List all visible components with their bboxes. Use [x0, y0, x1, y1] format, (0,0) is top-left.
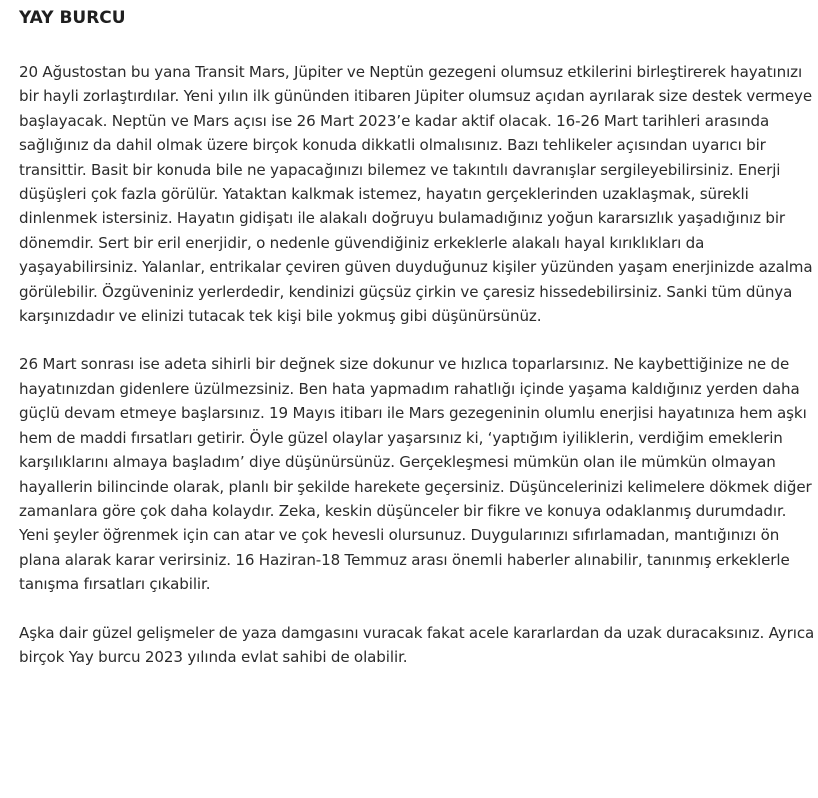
article-title: YAY BURCU — [19, 8, 126, 28]
article-paragraph-1: 20 Ağustostan bu yana Transit Mars, Jüpiter ve Neptün gezegeni olumsuz etkilerini birleştirerek hayatınızı bir hayli zorlaştırdılar. Yeni yılın ilk gününden itibaren Jüpiter olumsuz açıdan ayrılarak size destek vermeye başlayacak. Neptün ve Mars açısı ise 26 Mart 2023’e kadar aktif olacak. 16-26 Mart tarihleri arasında sağlığınız da dahil olmak üzere birçok konuda dikkatli olmalısınız. Bazı tehlikeler açısından uyarıcı bir transittir. Basit bir konuda bile ne yapacağınızı bilemez ve takıntılı davranışlar sergileyebilirsiniz. Enerji düşüşleri çok fazla görülür. Yataktan kalkmak istemez, hayatın gerçeklerinden uzaklaşmak, sürekli dinlenmek istersiniz. Hayatın gidişatı ile alakalı doğruyu bulamadığınız yoğun kararsızlık yaşadığınız bir dönemdir. Sert bir eril enerjidir, o nedenle güvendiğiniz erkeklerle alakalı hayal kırıklıkları da yaşayabilirsiniz. Yalanlar, entrikalar çeviren güven duyduğunuz kişiler yüzünden yaşam enerjinizde azalma görülebilir. Özgüveniniz yerlerdedir, kendinizi güçsüz çirkin ve çaresiz hissedebilirsiniz. Sanki tüm dünya karşınızdadır ve elinizi tutacak tek kişi bile yokmuş gibi düşünürsünüz. — [19, 63, 813, 326]
article-paragraph-2: 26 Mart sonrası ise adeta sihirli bir değnek size dokunur ve hızlıca toparlarsınız. Ne kaybettiğinize ne de hayatınızdan gidenlere üzülmezsiniz. Ben hata yapmadım rahatlığı içinde yaşama kaldığınız yerden daha güçlü devam etmeye başlarsınız. 19 Mayıs itibarı ile Mars gezegeninin olumlu enerjisi hayatınıza hem aşkı hem de maddi fırsatları getirir. Öyle güzel olaylar yaşarsınız ki, ‘yaptığım iyiliklerin, verdiğim emeklerin karşılıklarını almaya başladım’ diye düşünürsünüz. Gerçekleşmesi mümkün olan ile mümkün olmayan hayallerin bilincinde olarak, planlı bir şekilde harekete geçersiniz. Düşüncelerinizi kelimelere dökmek diğer zamanlara göre çok daha kolaydır. Zeka, keskin düşünceler bir fikre ve konuya odaklanmış durumdadır. Yeni şeyler öğrenmek için can atar ve çok hevesli olursunuz. Duygularınızı sıfırlamadan, mantığınızı ön plana alarak karar verirsiniz. 16 Haziran-18 Temmuz arası önemli haberler alınabilir, tanınmış erkeklerle tanışma fırsatları çıkabilir. — [19, 355, 812, 594]
article-paragraph-3: Aşka dair güzel gelişmeler de yaza damgasını vuracak fakat acele kararlardan da uzak duracaksınız. Ayrıca birçok Yay burcu 2023 yılında evlat sahibi de olabilir. — [19, 623, 815, 666]
article — [19, 6, 815, 669]
